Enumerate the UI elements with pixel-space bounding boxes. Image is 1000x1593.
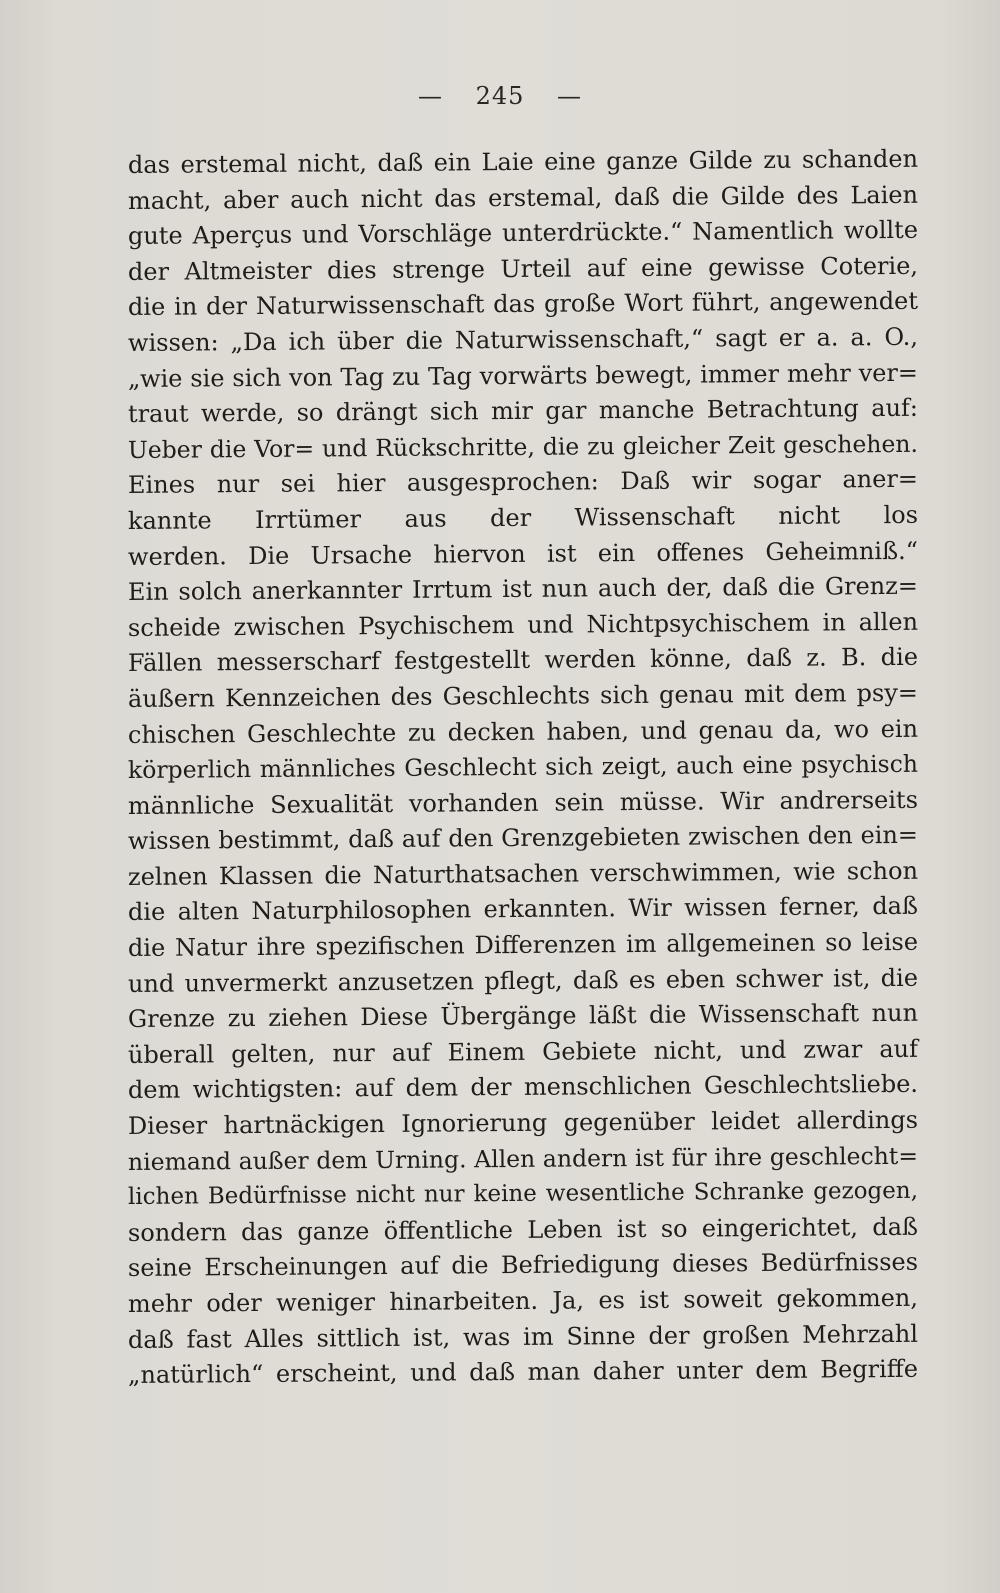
text-line-13: Ein solch anerkannter Irrtum ist nun auch der, daß die Grenz= xyxy=(127,571,919,607)
text-line-21: zelnen Klassen die Naturthatsachen verschwimmen, wie schon xyxy=(127,856,919,891)
text-line-24: und unvermerkt anzusetzen pflegt, daß es eben schwer ist, die xyxy=(127,963,919,998)
text-line-7: „wie sie sich von Tag zu Tag vorwärts bewegt, immer mehr ver= xyxy=(127,358,919,393)
page-header xyxy=(0,82,1000,110)
text-line-33: mehr oder weniger hinarbeiten. Ja, es ist soweit gekommen, xyxy=(127,1283,919,1318)
text-line-18: körperlich männliches Geschlecht sich zeigt, auch eine psychisch xyxy=(127,749,919,785)
text-line-5: die in der Naturwissenschaft das große Wort führt, angewendet xyxy=(127,287,919,322)
text-line-8: traut werde, so drängt sich mir gar manche Betrachtung auf: xyxy=(127,393,919,429)
text-line-26: überall gelten, nur auf Einem Gebiete nicht, und zwar auf xyxy=(127,1034,919,1069)
text-line-22: die alten Naturphilosophen erkannten. Wir wissen ferner, daß xyxy=(127,892,919,927)
header-dash-right: — xyxy=(557,82,583,110)
text-line-20: wissen bestimmt, daß auf den Grenzgebieten zwischen den ein= xyxy=(127,821,919,856)
text-line-1: das erstemal nicht, daß ein Laie eine ganze Gilde zu schanden xyxy=(127,144,919,179)
text-line-29: niemand außer dem Urning. Allen andern ist für ihre geschlecht= xyxy=(127,1141,919,1176)
text-line-12: werden. Die Ursache hiervon ist ein offenes Geheimniß.“ xyxy=(127,536,919,571)
text-line-19: männliche Sexualität vorhanden sein müsse. Wir andrerseits xyxy=(127,785,919,820)
text-line-14: scheide zwischen Psychischem und Nichtpsychischem in allen xyxy=(127,607,919,642)
text-line-9: Ueber die Vor= und Rückschritte, die zu gleicher Zeit geschehen. xyxy=(127,429,919,464)
text-line-3: gute Aperçus und Vorschläge unterdrückte.“ Namentlich wollte xyxy=(127,215,919,251)
page-number: 245 xyxy=(475,82,525,110)
text-line-10: Eines nur sei hier ausgesprochen: Daß wir sogar aner= xyxy=(127,465,919,500)
text-line-28: Dieser hartnäckigen Ignorierung gegenüber leidet allerdings xyxy=(127,1105,919,1141)
text-line-11: kannte Irrtümer aus der Wissenschaft nicht los xyxy=(127,500,919,535)
text-line-17: chischen Geschlechte zu decken haben, und genau da, wo ein xyxy=(127,714,919,749)
text-line-27: dem wichtigsten: auf dem der menschlichen Geschlechtsliebe. xyxy=(127,1070,919,1105)
text-line-23: die Natur ihre spezifischen Differenzen im allgemeinen so leise xyxy=(127,927,919,963)
text-line-32: seine Erscheinungen auf die Befriedigung dieses Bedürfnisses xyxy=(127,1248,919,1283)
text-line-2: macht, aber auch nicht das erstemal, daß die Gilde des Laien xyxy=(127,180,919,215)
body-text xyxy=(127,144,919,1394)
text-line-4: der Altmeister dies strenge Urteil auf eine gewisse Coterie, xyxy=(127,251,919,286)
text-line-35: „natürlich“ erscheint, und daß man daher unter dem Begriffe xyxy=(127,1354,919,1390)
text-line-25: Grenze zu ziehen Diese Übergänge läßt die Wissenschaft nun xyxy=(127,999,919,1034)
header-dash-left: — xyxy=(417,82,443,110)
text-line-34: daß fast Alles sittlich ist, was im Sinne der großen Mehrzahl xyxy=(127,1319,919,1354)
text-line-16: äußern Kennzeichen des Geschlechts sich genau mit dem psy= xyxy=(127,678,919,713)
text-line-30: lichen Bedürfnisse nicht nur keine wesentliche Schranke gezogen, xyxy=(127,1178,919,1211)
text-line-6: wissen: „Da ich über die Naturwissenschaft,“ sagt er a. a. O., xyxy=(127,322,919,357)
text-line-15: Fällen messerscharf festgestellt werden könne, daß z. B. die xyxy=(127,643,919,678)
text-line-31: sondern das ganze öffentliche Leben ist so eingerichtet, daß xyxy=(127,1212,919,1247)
